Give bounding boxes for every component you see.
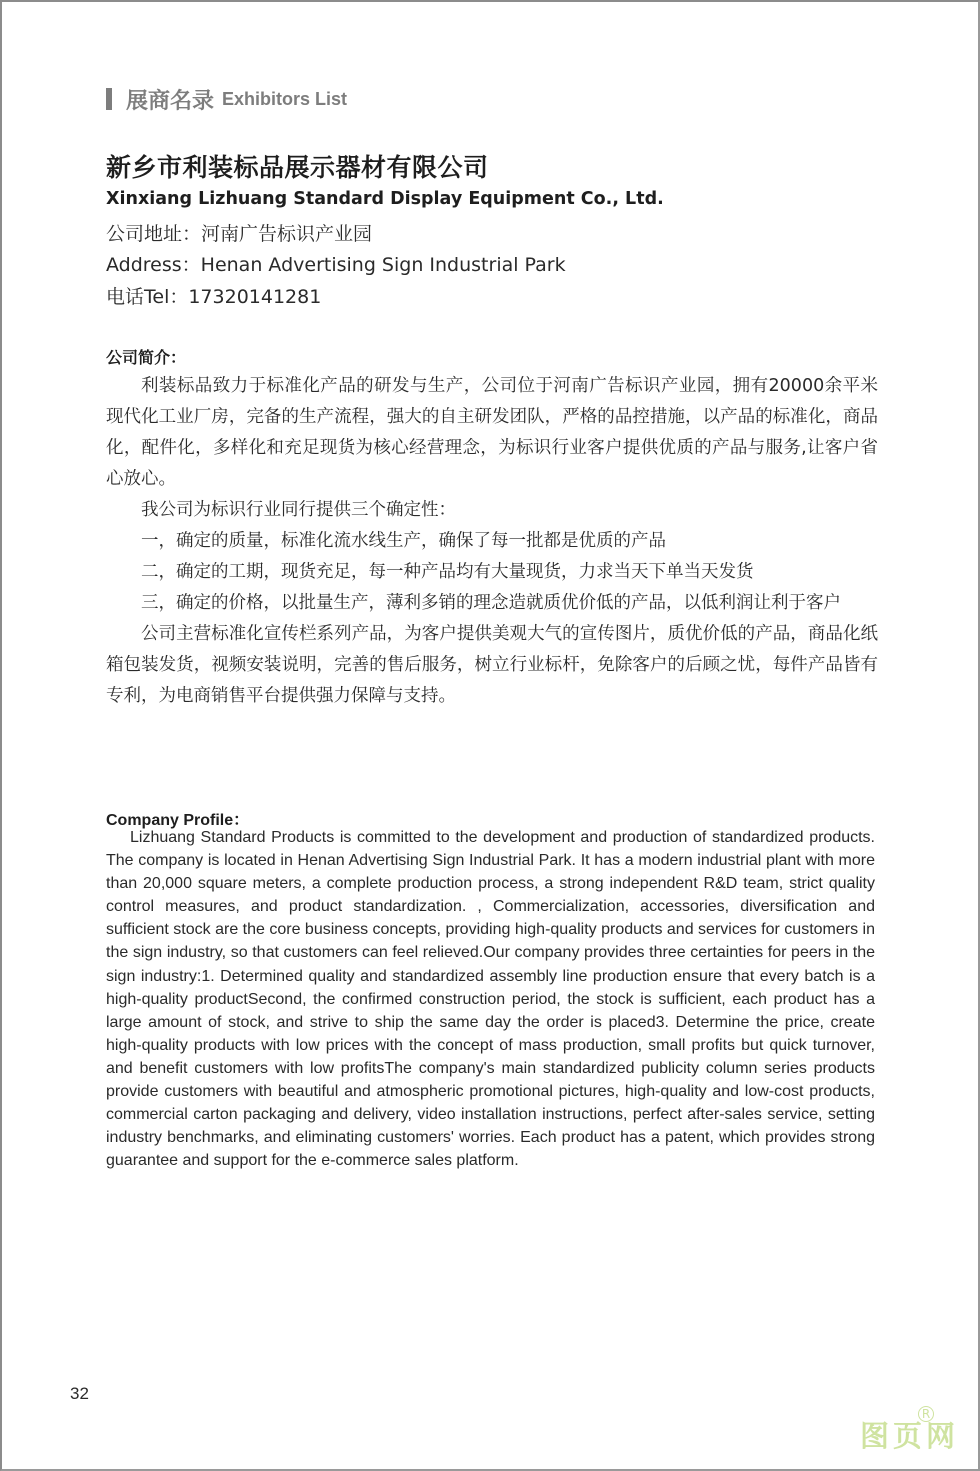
watermark-text: 图页网 bbox=[860, 1419, 960, 1453]
intro-cn-paragraph: 一，确定的质量，标准化流水线生产，确保了每一批都是优质的产品 bbox=[141, 531, 666, 551]
profile-en-heading: Company Profile： bbox=[106, 812, 250, 829]
watermark-logo bbox=[860, 1407, 960, 1455]
company-telephone: 电话Tel：17320141281 bbox=[106, 286, 322, 308]
intro-cn-paragraph: 利装标品致力于标准化产品的研发与生产，公司位于河南广告标识产业园，拥有20000余平米现代化工业厂房，完备的生产流程，强大的自主研发团队，严格的品控措施，以产品的标准化，商品化，配件化，多样化和充足现货为核心经营理念，为标识行业客户提供优质的产品与服务,让客户省心放心。 bbox=[106, 376, 878, 489]
company-address-cn: 公司地址：河南广告标识产业园 bbox=[106, 223, 373, 245]
registered-mark-icon: R bbox=[918, 1406, 934, 1422]
section-bar-marker bbox=[106, 88, 112, 110]
profile-en-body: Lizhuang Standard Products is committed to the development and production of standardized products. The company is located in Henan Advertising Sign Industrial Park. It has a modern industrial plant with more than 20,000 square meters, a complete production process, a strong independent R&D team, strict quality control measures, and product standardization. , Commercialization, accessories, diversification and sufficient stock are the core business concepts, providing high-quality products and services for customers in the sign industry, so that customers can feel relieved.Our company provides three certainties for peers in the sign industry:1. Determined quality and standardized assembly line production ensure that every batch is a high-quality productSecond, the confirmed construction period, the stock is sufficient, each product has a large amount of stock, and strive to ship the same day the order is placed3. Determine the price, create high-quality products with low prices with the concept of mass production, small profits but quick turnover, and benefit customers with low profitsThe company's main standardized publicity column series products provide customers with beautiful and atmospheric promotional pictures, high-quality and low-cost products, commercial carton packaging and delivery, video installation instructions, perfect after-sales service, setting industry benchmarks, and eliminating customers' worries. Each product has a patent, which provides strong guarantee and support for the e-commerce sales platform. bbox=[106, 829, 875, 1170]
intro-cn-paragraph: 三，确定的价格，以批量生产，薄利多销的理念造就质优价低的产品，以低利润让利于客户 bbox=[141, 593, 841, 613]
section-title-cn: 展商名录 bbox=[126, 88, 215, 114]
company-address-en: Address：Henan Advertising Sign Industrial Park bbox=[106, 254, 566, 276]
section-title-en: Exhibitors List bbox=[222, 88, 348, 109]
section-header bbox=[106, 86, 347, 112]
company-name-cn: 新乡市利装标品展示器材有限公司 bbox=[106, 153, 489, 182]
intro-cn-paragraph: 二，确定的工期，现货充足，每一种产品均有大量现货，力求当天下单当天发货 bbox=[141, 562, 754, 582]
intro-cn-paragraph: 我公司为标识行业同行提供三个确定性： bbox=[141, 500, 456, 520]
intro-cn-paragraph: 公司主营标准化宣传栏系列产品，为客户提供美观大气的宣传图片，质优价低的产品，商品化纸箱包装发货，视频安装说明，完善的售后服务，树立行业标杆，免除客户的后顾之忧，每件产品皆有专利，为电商销售平台提供强力保障与支持。 bbox=[106, 624, 878, 706]
intro-cn-heading: 公司简介： bbox=[106, 348, 187, 367]
intro-cn-body bbox=[106, 371, 878, 712]
company-name-en: Xinxiang Lizhuang Standard Display Equipment Co., Ltd. bbox=[106, 189, 664, 209]
page-number: 32 bbox=[70, 1384, 89, 1403]
